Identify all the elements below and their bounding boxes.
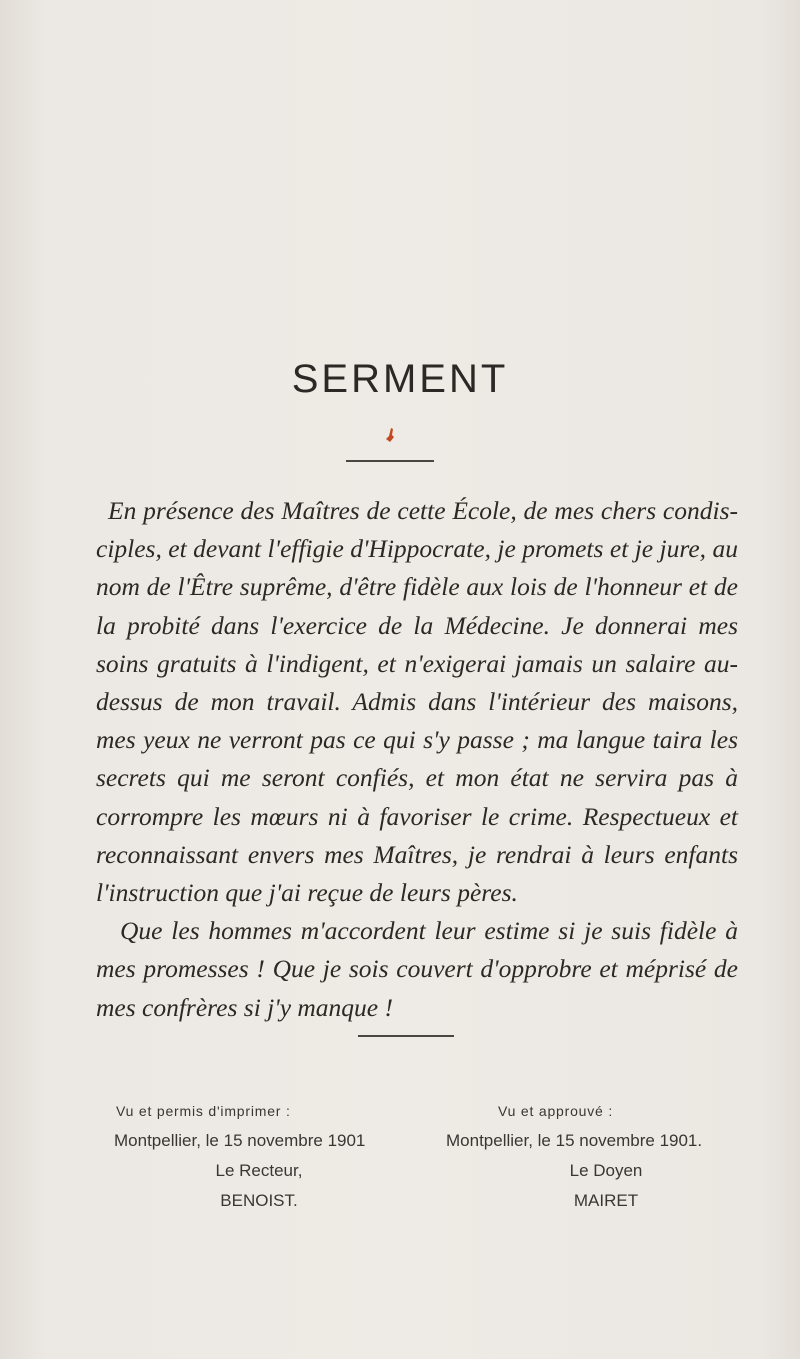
oath-text <box>96 492 738 1027</box>
document-title: SERMENT <box>291 356 509 401</box>
oath-paragraph: Que les hommes m'accordent leur estime si je suis fidèle à mes promesses ! Que je sois couvert d'opprobre et méprisé de mes confrères si j'y manque ! <box>96 916 738 1022</box>
oath-paragraph: En présence des Maîtres de cette École, de mes chers condis-ciples, et devant l'effigie d'Hippocrate, je promets et je jure, au nom de l'Être suprême, d'être fidèle aux lois de l'honneur et de la probité dans l'exercice de la Médecine. Je donnerai mes soins gratuits à l'indigent, et n'exigerai jamais un salaire au-dessus de mon travail. Admis dans l'intérieur des maisons, mes yeux ne verront pas ce qui s'y passe ; ma langue taira les secrets qui me seront confiés, et mon état ne servira pas à corrompre les mœurs ni à favoriser le crime. Respectueux et reconnaissant envers mes Maîtres, je rendrai à leurs enfants l'instruction que j'ai reçue de leurs pères. <box>96 496 738 908</box>
approval-heading: Vu et approuvé : <box>498 1103 614 1119</box>
imprimatur-place-date: Montpellier, le 15 novembre 1901 <box>114 1131 366 1150</box>
approval-role: Le Doyen <box>569 1161 643 1180</box>
approval-signatory: MAIRET <box>573 1191 639 1210</box>
imprimatur-signatory: BENOIST. <box>220 1191 298 1210</box>
title-divider <box>346 460 434 462</box>
approval-block <box>446 1096 766 1216</box>
ornament-mark <box>386 428 394 442</box>
approval-place-date: Montpellier, le 15 novembre 1901. <box>446 1131 703 1150</box>
imprimatur-role: Le Recteur, <box>215 1161 303 1180</box>
imprimatur-block <box>114 1096 404 1216</box>
imprimatur-heading: Vu et permis d'imprimer : <box>116 1103 291 1119</box>
closing-divider <box>358 1035 454 1037</box>
